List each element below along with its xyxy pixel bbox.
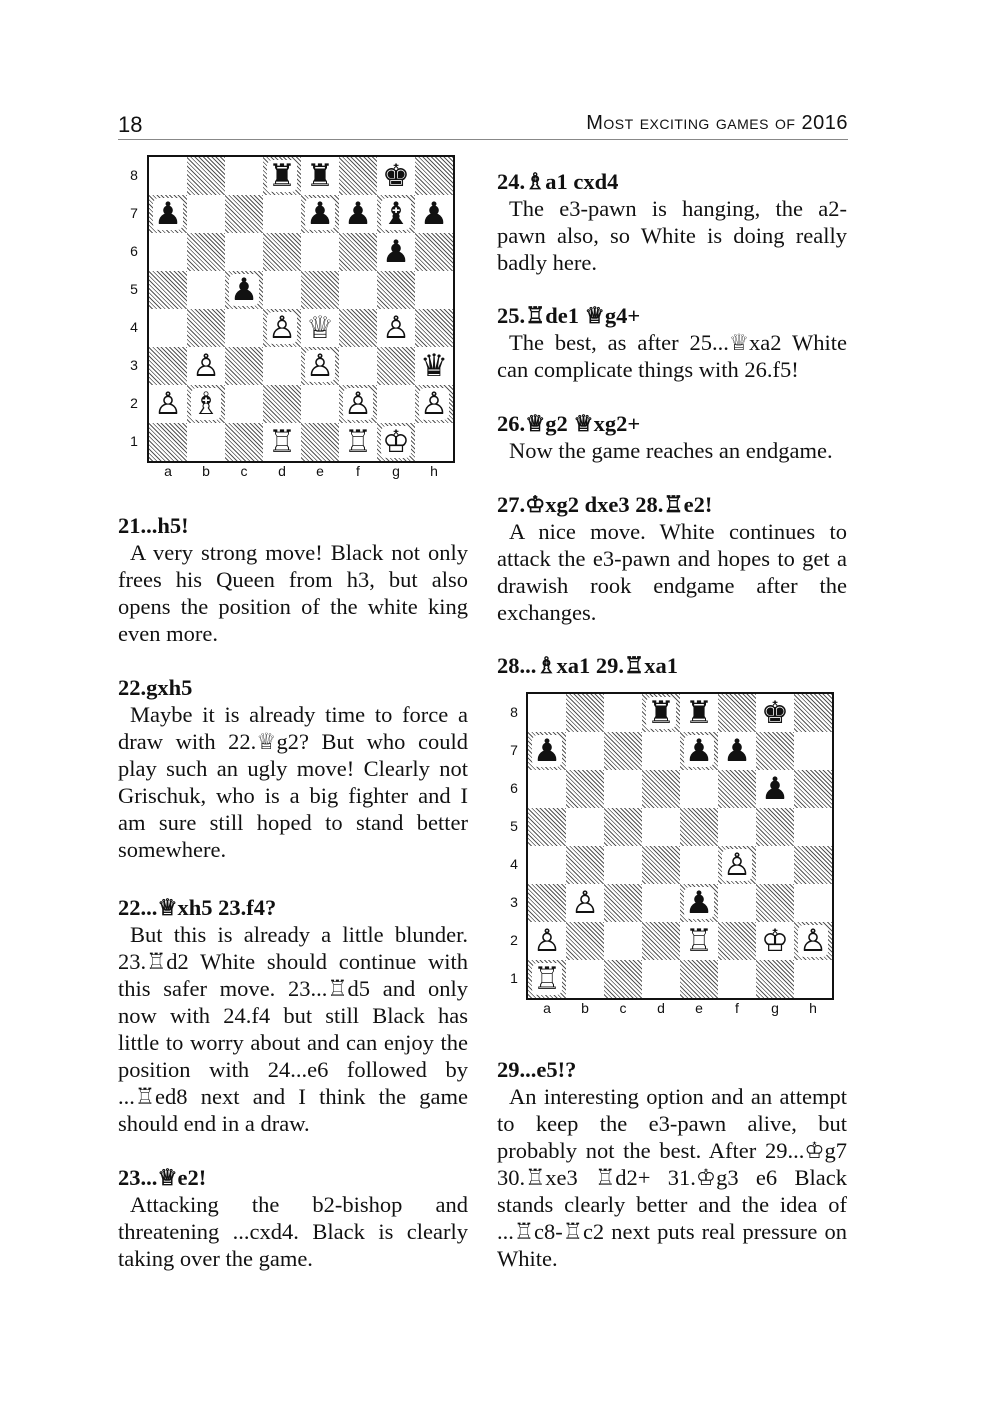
dark-square (301, 423, 339, 461)
light-square (339, 347, 377, 385)
move-heading: 24.♗a1 cxd4 (497, 169, 619, 194)
black-pawn-piece: ♟ (154, 196, 182, 232)
light-square (566, 732, 604, 770)
dark-square (756, 732, 794, 770)
chessboard (526, 692, 834, 1000)
rank-label: 8 (130, 167, 138, 183)
black-queen-piece: ♛ (420, 348, 448, 384)
dark-square (225, 195, 263, 233)
black-pawn-piece: ♟ (344, 196, 372, 232)
rank-label: 1 (510, 970, 518, 986)
dark-square (339, 233, 377, 271)
black-pawn-piece: ♟ (420, 196, 448, 232)
white-pawn-piece: ♙ (344, 386, 372, 422)
white-king-piece: ♔ (761, 923, 789, 959)
file-label: f (735, 1000, 739, 1016)
white-pawn-piece: ♙ (306, 348, 334, 384)
light-square (718, 808, 756, 846)
file-label: h (809, 1000, 817, 1016)
dark-square (149, 423, 187, 461)
black-rook-piece: ♜ (306, 158, 334, 194)
dark-square (566, 846, 604, 884)
rank-label: 7 (130, 205, 138, 221)
dark-square (718, 770, 756, 808)
light-square (301, 233, 339, 271)
dark-square (566, 770, 604, 808)
light-square (339, 271, 377, 309)
dark-square (377, 271, 415, 309)
dark-square (680, 960, 718, 998)
white-pawn-piece: ♙ (799, 923, 827, 959)
dark-square (225, 423, 263, 461)
rank-label: 5 (130, 281, 138, 297)
light-square (604, 846, 642, 884)
commentary: A nice move. White continues to attack the e3-pawn and hopes to get a drawish rook endgame after the exchanges. (497, 519, 847, 625)
move-heading: 26.♕g2 ♕xg2+ (497, 411, 641, 436)
light-square (794, 960, 832, 998)
dark-square (604, 808, 642, 846)
dark-square (225, 347, 263, 385)
rank-label: 1 (130, 433, 138, 449)
dark-square (301, 271, 339, 309)
file-label: c (619, 1000, 627, 1016)
move-25 (497, 302, 847, 383)
dark-square (718, 922, 756, 960)
light-square (225, 157, 263, 195)
light-square (718, 884, 756, 922)
move-28 (497, 652, 847, 679)
dark-square (718, 694, 756, 732)
dark-square (604, 732, 642, 770)
white-bishop-piece: ♗ (192, 386, 220, 422)
white-rook-piece: ♖ (268, 424, 296, 460)
light-square (377, 385, 415, 423)
file-label: b (202, 463, 210, 479)
light-square (263, 195, 301, 233)
rank-label: 7 (510, 742, 518, 758)
dark-square (149, 347, 187, 385)
dark-square (528, 884, 566, 922)
white-pawn-piece: ♙ (420, 386, 448, 422)
dark-square (415, 309, 453, 347)
dark-square (339, 157, 377, 195)
white-king-piece: ♔ (382, 424, 410, 460)
light-square (604, 694, 642, 732)
black-pawn-piece: ♟ (230, 272, 258, 308)
light-square (528, 694, 566, 732)
commentary: The best, as after 25...♕xa2 White can complicate things with 26.f5! (497, 330, 847, 382)
light-square (642, 808, 680, 846)
commentary: An interesting option and an attempt to keep the e3-pawn alive, but probably not the best. After 29...♔g7 30.♖xe3 ♖d2+ 31.♔g3 e6 Black stands clearly better and the idea of ...♖c8-♖c2 next puts real pressure on White. (497, 1084, 847, 1271)
rank-label: 3 (510, 894, 518, 910)
light-square (794, 884, 832, 922)
dark-square (566, 922, 604, 960)
light-square (566, 960, 604, 998)
move-heading: 21...h5! (118, 513, 189, 538)
commentary: A very strong move! Black not only frees his Queen from h3, but also opens the position of the white king even more. (118, 540, 468, 646)
move-heading: 27.♔xg2 dxe3 28.♖e2! (497, 492, 713, 517)
white-pawn-piece: ♙ (382, 310, 410, 346)
file-label: g (392, 463, 400, 479)
dark-square (680, 808, 718, 846)
file-label: e (316, 463, 324, 479)
black-king-piece: ♚ (382, 158, 410, 194)
dark-square (187, 157, 225, 195)
dark-square (756, 884, 794, 922)
move-24 (497, 168, 847, 276)
light-square (263, 271, 301, 309)
file-label: d (657, 1000, 665, 1016)
running-title: Most exciting games of 2016 (586, 112, 848, 134)
rank-label: 8 (510, 704, 518, 720)
black-rook-piece: ♜ (268, 158, 296, 194)
black-pawn-piece: ♟ (306, 196, 334, 232)
light-square (566, 808, 604, 846)
rank-label: 2 (510, 932, 518, 948)
commentary: Now the game reaches an endgame. (509, 438, 833, 463)
light-square (528, 770, 566, 808)
dark-square (794, 694, 832, 732)
dark-square (604, 884, 642, 922)
light-square (263, 347, 301, 385)
rank-label: 4 (130, 319, 138, 335)
light-square (225, 233, 263, 271)
rank-label: 3 (130, 357, 138, 373)
move-21 (118, 512, 468, 647)
rank-label: 4 (510, 856, 518, 872)
dark-square (566, 694, 604, 732)
dark-square (756, 808, 794, 846)
dark-square (604, 960, 642, 998)
light-square (528, 846, 566, 884)
light-square (794, 808, 832, 846)
light-square (794, 732, 832, 770)
commentary: But this is already a little blunder. 23.♖d2 White should continue with this safer move. 23...♖d5 and only now with 24.f4 but still Black has little to worry about and can enjoy the position with 24...e6 followed by ...♖ed8 next and I think the game should end in a draw. (118, 922, 468, 1136)
white-rook-piece: ♖ (344, 424, 372, 460)
dark-square (377, 347, 415, 385)
move-22 (118, 674, 468, 863)
light-square (604, 922, 642, 960)
dark-square (187, 233, 225, 271)
light-square (642, 884, 680, 922)
white-pawn-piece: ♙ (723, 847, 751, 883)
dark-square (794, 770, 832, 808)
white-rook-piece: ♖ (533, 961, 561, 997)
dark-square (415, 233, 453, 271)
move-heading: 23...♕e2! (118, 1165, 207, 1190)
light-square (415, 271, 453, 309)
light-square (604, 770, 642, 808)
black-pawn-piece: ♟ (761, 771, 789, 807)
file-label: h (430, 463, 438, 479)
dark-square (794, 846, 832, 884)
light-square (149, 233, 187, 271)
move-26 (497, 410, 847, 464)
dark-square (528, 808, 566, 846)
move-29 (497, 1056, 847, 1272)
white-pawn-piece: ♙ (192, 348, 220, 384)
commentary: The e3-pawn is hanging, the a2-pawn also, so White is doing really badly here. (497, 196, 847, 275)
dark-square (263, 385, 301, 423)
file-label: a (164, 463, 172, 479)
light-square (187, 423, 225, 461)
black-rook-piece: ♜ (685, 695, 713, 731)
white-pawn-piece: ♙ (533, 923, 561, 959)
file-label: g (771, 1000, 779, 1016)
dark-square (642, 770, 680, 808)
white-pawn-piece: ♙ (154, 386, 182, 422)
black-pawn-piece: ♟ (685, 885, 713, 921)
move-heading: 22...♕xh5 23.f4? (118, 895, 277, 920)
black-bishop-piece: ♝ (382, 196, 410, 232)
dark-square (642, 846, 680, 884)
light-square (756, 846, 794, 884)
dark-square (339, 309, 377, 347)
light-square (225, 309, 263, 347)
dark-square (149, 271, 187, 309)
file-label: a (543, 1000, 551, 1016)
light-square (718, 960, 756, 998)
move-heading: 25.♖de1 ♕g4+ (497, 303, 641, 328)
dark-square (642, 922, 680, 960)
commentary: Attacking the b2-bishop and threatening ...cxd4. Black is clearly taking over the game. (118, 1192, 468, 1271)
light-square (680, 770, 718, 808)
move-23 (118, 1164, 468, 1272)
move-22b (118, 894, 468, 1137)
light-square (680, 846, 718, 884)
file-label: f (356, 463, 360, 479)
rank-label: 5 (510, 818, 518, 834)
commentary: Maybe it is already time to force a draw with 22.♕g2? But who could play such an ugly move! Clearly not Grischuk, who is a big fighter and I am sure still hoped to stand better somewhere. (118, 702, 468, 862)
white-queen-piece: ♕ (306, 310, 334, 346)
file-label: e (695, 1000, 703, 1016)
black-pawn-piece: ♟ (685, 733, 713, 769)
page-number: 18 (118, 112, 143, 137)
black-pawn-piece: ♟ (382, 234, 410, 270)
file-label: d (278, 463, 286, 479)
white-rook-piece: ♖ (685, 923, 713, 959)
light-square (642, 960, 680, 998)
white-pawn-piece: ♙ (571, 885, 599, 921)
light-square (415, 423, 453, 461)
light-square (149, 309, 187, 347)
light-square (225, 385, 263, 423)
move-27 (497, 491, 847, 626)
dark-square (187, 309, 225, 347)
header-rule (118, 139, 848, 140)
light-square (642, 732, 680, 770)
white-pawn-piece: ♙ (268, 310, 296, 346)
light-square (301, 385, 339, 423)
black-rook-piece: ♜ (647, 695, 675, 731)
light-square (187, 271, 225, 309)
move-heading: 29...e5!? (497, 1057, 577, 1082)
move-heading: 22.gxh5 (118, 675, 193, 700)
light-square (149, 157, 187, 195)
file-label: b (581, 1000, 589, 1016)
move-heading: 28...♗xa1 29.♖xa1 (497, 653, 678, 678)
black-pawn-piece: ♟ (533, 733, 561, 769)
chessboard (147, 155, 455, 463)
dark-square (415, 157, 453, 195)
rank-label: 2 (130, 395, 138, 411)
dark-square (756, 960, 794, 998)
light-square (187, 195, 225, 233)
rank-label: 6 (510, 780, 518, 796)
dark-square (263, 233, 301, 271)
file-label: c (240, 463, 248, 479)
rank-label: 6 (130, 243, 138, 259)
black-king-piece: ♚ (761, 695, 789, 731)
black-pawn-piece: ♟ (723, 733, 751, 769)
